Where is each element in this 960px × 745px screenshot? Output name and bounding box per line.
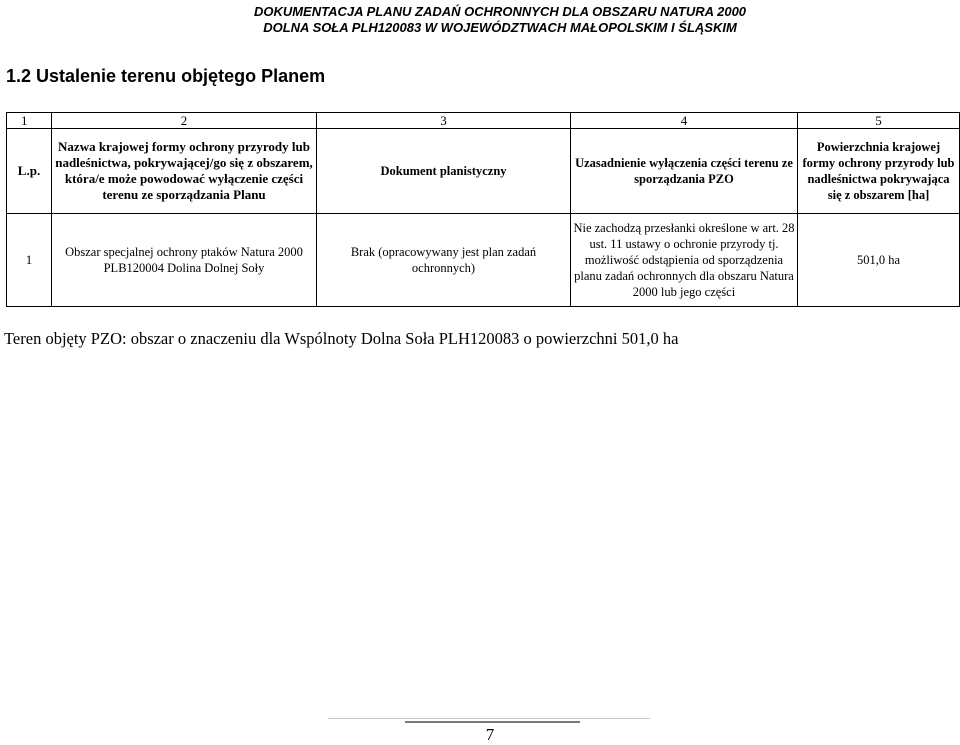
column-number-5: 5 xyxy=(798,113,960,129)
column-number-row xyxy=(7,113,960,129)
row-justification: Nie zachodzą przesłanki określone w art. 28 ust. 11 ustawy o ochronie przyrody tj. możliwość odstąpienia od sporządzenia planu zadań ochronnych dla obszaru Natura 2000 lub jego części xyxy=(571,214,798,307)
footer-divider-dark xyxy=(405,721,580,723)
column-number-2: 2 xyxy=(52,113,317,129)
row-lp: 1 xyxy=(7,214,52,307)
column-number-1: 1 xyxy=(7,113,52,129)
exclusion-table xyxy=(6,112,960,307)
header-line-1: DOKUMENTACJA PLANU ZADAŃ OCHRONNYCH DLA OBSZARU NATURA 2000 xyxy=(253,4,747,19)
document-header xyxy=(230,4,770,36)
row-area: 501,0 ha xyxy=(798,214,960,307)
footer-divider-light xyxy=(328,718,650,719)
column-number-4: 4 xyxy=(571,113,798,129)
page-number: 7 xyxy=(485,725,495,744)
table-row xyxy=(7,214,960,307)
row-planning-document: Brak (opracowywany jest plan zadań ochronnych) xyxy=(317,214,571,307)
header-area: Powierzchnia krajowej formy ochrony przyrody lub nadleśnictwa pokrywająca się z obszarem [ha] xyxy=(798,129,960,214)
header-lp: L.p. xyxy=(7,129,52,214)
column-number-3: 3 xyxy=(317,113,571,129)
header-protection-form-name: Nazwa krajowej formy ochrony przyrody lub nadleśnictwa, pokrywającej/go się z obszarem, która/e może powodować wyłączenie części terenu ze sporządzania Planu xyxy=(52,129,317,214)
header-line-2: DOLNA SOŁA PLH120083 W WOJEWÓDZTWACH MAŁOPOLSKIM I ŚLĄSKIM xyxy=(263,20,737,35)
header-justification: Uzasadnienie wyłączenia części terenu ze sporządzania PZO xyxy=(571,129,798,214)
summary-text: Teren objęty PZO: obszar o znaczeniu dla Wspólnoty Dolna Soła PLH120083 o powierzchni 501,0 ha xyxy=(4,329,679,348)
header-planning-document: Dokument planistyczny xyxy=(317,129,571,214)
header-row xyxy=(7,129,960,214)
section-title: 1.2 Ustalenie terenu objętego Planem xyxy=(6,66,326,86)
row-protection-form-name: Obszar specjalnej ochrony ptaków Natura 2000 PLB120004 Dolina Dolnej Soły xyxy=(52,214,317,307)
